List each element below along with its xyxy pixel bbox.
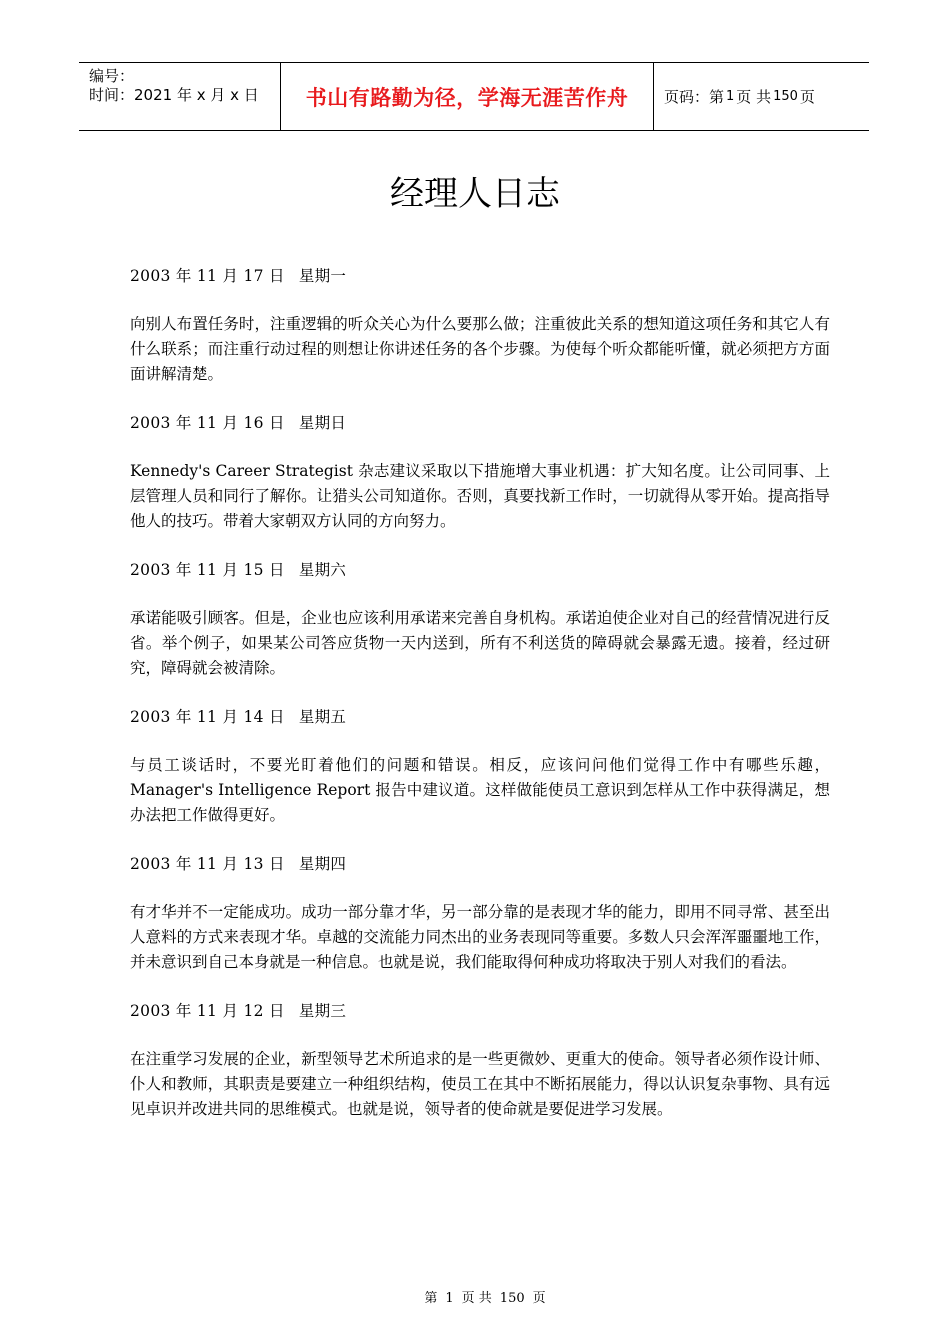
date-text: 2003 年 11 月 16 日 [130, 414, 285, 432]
weekday-text: 星期一 [298, 267, 347, 285]
header-meta [79, 63, 280, 130]
entry [130, 703, 830, 828]
weekday-text: 星期六 [298, 561, 347, 579]
footer-mid: 页 共 [461, 1291, 492, 1306]
footer-total: 150 [499, 1291, 525, 1306]
page-prefix: 页码：第 [664, 88, 725, 106]
entry-text: 向别人布置任务时，注重逻辑的听众关心为什么要那么做；注重彼此关系的想知道这项任务和其它人有什么联系；而注重行动过程的则想让你讲述任务的各个步骤。为使每个听众都能听懂，就必须把方方面面讲解清楚。 [130, 315, 830, 383]
entry-date [130, 997, 830, 1025]
date-text: 2003 年 11 月 12 日 [130, 1002, 285, 1020]
weekday-text: 星期三 [298, 1002, 347, 1020]
header-motto-cell [280, 63, 654, 130]
page-mid: 页 共 [736, 88, 772, 106]
page-header [79, 62, 869, 131]
document-title: 经理人日志 [390, 174, 560, 214]
page-total: 150 [773, 89, 798, 104]
entry-text: 有才华并不一定能成功。成功一部分靠才华，另一部分靠的是表现才华的能力，即用不同寻常、甚至出人意料的方式来表现才华。卓越的交流能力同杰出的业务表现同等重要。多数人只会浑浑噩噩地工作，并未意识到自己本身就是一种信息。也就是说，我们能取得何种成功将取决于别人对我们的看法。 [130, 903, 830, 971]
entry [130, 556, 830, 681]
entry [130, 850, 830, 975]
date-text: 2003 年 11 月 17 日 [130, 267, 285, 285]
weekday-text: 星期四 [298, 855, 347, 873]
entry-date [130, 556, 830, 584]
header-page-info [654, 63, 869, 130]
serial-label: 编号： [89, 67, 135, 85]
entry [130, 409, 830, 534]
entry-text: 承诺能吸引顾客。但是，企业也应该利用承诺来完善自身机构。承诺迫使企业对自己的经营情况进行反省。举个例子，如果某公司答应货物一天内送到，所有不利送货的障碍就会暴露无遗。接着，经过研究，障碍就会被清除。 [130, 609, 830, 677]
page-footer [0, 1287, 950, 1306]
date-text: 2003 年 11 月 15 日 [130, 561, 285, 579]
footer-suffix: 页 [532, 1291, 546, 1306]
time-label: 时间：2021 年 x 月 x 日 [89, 86, 259, 104]
document-body [130, 262, 830, 1144]
entry [130, 262, 830, 387]
footer-current: 1 [445, 1291, 454, 1306]
weekday-text: 星期日 [298, 414, 347, 432]
entry-date [130, 409, 830, 437]
motto: 书山有路勤为径，学海无涯苦作舟 [305, 85, 629, 110]
entry-date [130, 262, 830, 290]
entry-date [130, 850, 830, 878]
page-current: 1 [726, 89, 735, 104]
footer-prefix: 第 [424, 1291, 438, 1306]
entry-text: Kennedy's Career Strategist 杂志建议采取以下措施增大事业机遇：扩大知名度。让公司同事、上层管理人员和同行了解你。让猎头公司知道你。否则，真要找新工作时，一切就得从零开始。提高指导他人的技巧。带着大家朝双方认同的方向努力。 [130, 462, 830, 530]
page-suffix: 页 [799, 88, 815, 106]
weekday-text: 星期五 [298, 708, 347, 726]
entry [130, 997, 830, 1122]
entry-text: 在注重学习发展的企业，新型领导艺术所追求的是一些更微妙、更重大的使命。领导者必须作设计师、仆人和教师，其职责是要建立一种组织结构，使员工在其中不断拓展能力，得以认识复杂事物、具有远见卓识并改进共同的思维模式。也就是说，领导者的使命就是要促进学习发展。 [130, 1050, 830, 1118]
date-text: 2003 年 11 月 13 日 [130, 855, 285, 873]
entry-date [130, 703, 830, 731]
date-text: 2003 年 11 月 14 日 [130, 708, 285, 726]
entry-text: 与员工谈话时，不要光盯着他们的问题和错误。相反，应该问问他们觉得工作中有哪些乐趣，Manager's Intelligence Report 报告中建议道。这样做能使员工意识到怎样从工作中获得满足，想办法把工作做得更好。 [130, 756, 830, 824]
